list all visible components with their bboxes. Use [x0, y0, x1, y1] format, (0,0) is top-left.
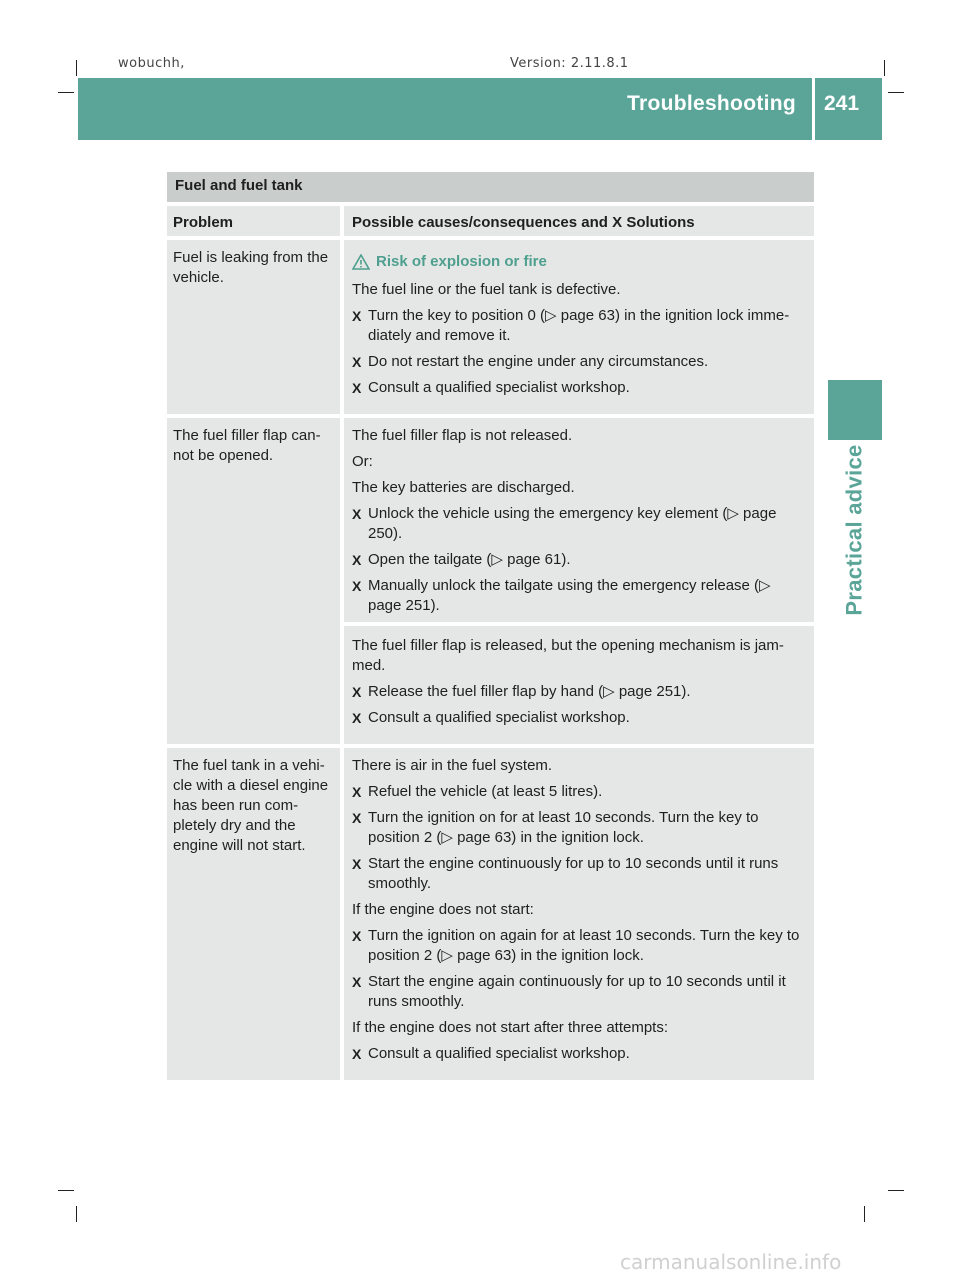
action-arrow-icon: X [352, 928, 362, 944]
list-item: X Consult a qualified specialist workshop. [352, 1045, 630, 1062]
list-item: X Manually unlock the tailgate using the emergency release (▷ page 251). [352, 577, 771, 614]
action-arrow-icon: X [352, 710, 362, 726]
print-meta-left: wobuchh, [118, 56, 185, 71]
solution-cell [344, 240, 814, 414]
header-divider [812, 78, 815, 140]
action-arrow-icon: X [352, 1046, 362, 1062]
page-number: 241 [824, 92, 860, 115]
list-item: X Start the engine continuously for up to 10 seconds until it runs smoothly. [352, 855, 779, 892]
list-item: X Turn the key to position 0 (▷ page 63) in the ignition lock imme- diately and remove it. [352, 307, 790, 344]
table-row [167, 240, 814, 414]
action-arrow-icon: X [352, 974, 362, 990]
page-header [78, 78, 882, 140]
chapter-label: Practical advice [842, 444, 868, 616]
problem-cell: Fuel is leaking from the vehicle. [167, 240, 340, 414]
problem-cell: The fuel filler flap can- not be opened. [167, 418, 340, 744]
watermark: carmanualsonline.info [620, 1250, 842, 1274]
warning-notice: Risk of explosion or fire [352, 252, 806, 272]
action-arrow-icon: X [352, 380, 362, 396]
action-arrow-icon: X [352, 506, 362, 522]
column-header-problem: Problem [167, 206, 340, 236]
action-arrow-icon: X [612, 214, 623, 231]
crop-mark [76, 60, 77, 76]
condition-text: If the engine does not start: [352, 901, 534, 918]
print-meta-right: Version: 2.11.8.1 [510, 56, 629, 71]
list-item: X Turn the ignition on for at least 10 seconds. Turn the key to position 2 (▷ page 63) in the ignition lock. [352, 809, 759, 846]
action-arrow-icon: X [352, 354, 362, 370]
condition-text: If the engine does not start after three attempts: [352, 1019, 669, 1036]
action-arrow-icon: X [352, 308, 362, 324]
action-arrow-icon: X [352, 684, 362, 700]
table-row [167, 418, 814, 744]
cause-text: The fuel filler flap is not released. [352, 427, 573, 444]
list-item: X Start the engine again continuously for up to 10 seconds until it runs smoothly. [352, 973, 786, 1010]
cause-text: The fuel filler flap is released, but the opening mechanism is jam- med. [352, 637, 784, 674]
crop-mark [58, 1190, 74, 1191]
solution-cell [344, 418, 814, 744]
crop-mark [884, 60, 885, 76]
list-item: X Consult a qualified specialist workshop. [352, 379, 630, 396]
column-header-solutions: Possible causes/consequences and X Solutions [344, 206, 814, 236]
solution-cell [344, 748, 814, 1080]
cause-text: The fuel line or the fuel tank is defective. [352, 281, 621, 298]
troubleshooting-table [167, 172, 814, 1080]
crop-mark [888, 92, 904, 93]
solution-subsection [344, 622, 814, 728]
warning-triangle-icon [352, 254, 370, 270]
crop-mark [888, 1190, 904, 1191]
list-item: X Unlock the vehicle using the emergency key element (▷ page 250). [352, 505, 777, 542]
problem-cell: The fuel tank in a vehi- cle with a diesel engine has been run com- pletely dry and the engine will not start. [167, 748, 340, 1080]
action-arrow-icon: X [352, 810, 362, 826]
or-text: Or: [352, 453, 373, 470]
cause-text: The key batteries are discharged. [352, 479, 575, 496]
list-item: X Do not restart the engine under any circumstances. [352, 353, 709, 370]
action-arrow-icon: X [352, 578, 362, 594]
table-title: Fuel and fuel tank [167, 172, 814, 202]
chapter-tab [828, 380, 882, 440]
list-item: X Turn the ignition on again for at least 10 seconds. Turn the key to position 2 (▷ page 63) in the ignition lock. [352, 927, 800, 964]
cause-text: There is air in the fuel system. [352, 757, 553, 774]
list-item: X Open the tailgate (▷ page 61). [352, 551, 571, 568]
crop-mark [864, 1206, 865, 1222]
list-item: X Consult a qualified specialist workshop. [352, 709, 630, 726]
table-header-row [167, 206, 814, 236]
crop-mark [76, 1206, 77, 1222]
action-arrow-icon: X [352, 784, 362, 800]
action-arrow-icon: X [352, 856, 362, 872]
table-row [167, 748, 814, 1080]
list-item: X Release the fuel filler flap by hand (▷ page 251). [352, 683, 691, 700]
list-item: X Refuel the vehicle (at least 5 litres). [352, 783, 603, 800]
crop-mark [58, 92, 74, 93]
action-arrow-icon: X [352, 552, 362, 568]
section-title: Troubleshooting [627, 92, 796, 115]
